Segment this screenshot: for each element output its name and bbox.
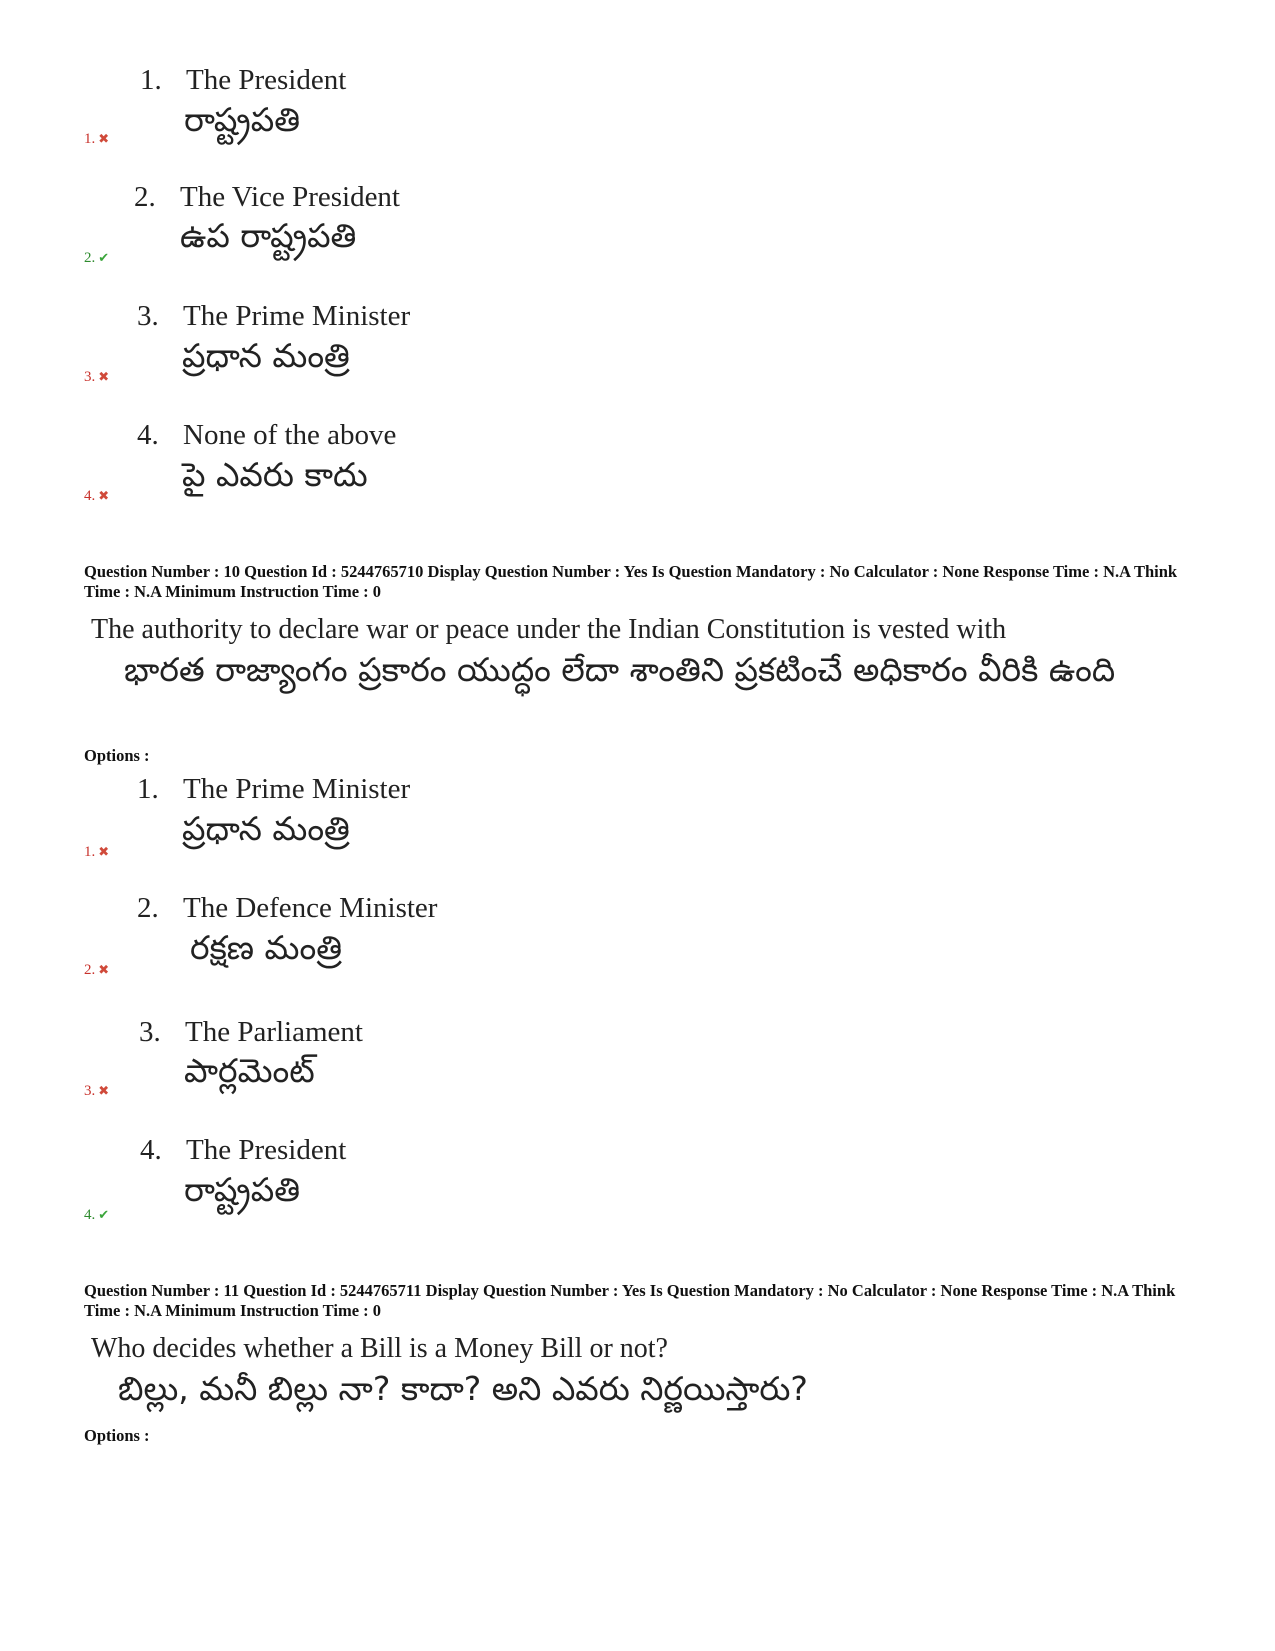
prev-option-1-telugu: రాష్ట్రపతి: [184, 100, 301, 139]
q10-option-4-marker: 4. ✔: [84, 1207, 110, 1223]
prev-option-2-telugu: ఉప రాష్ట్రపతి: [180, 216, 357, 255]
q10-option-1-marker: 1. ✖: [84, 844, 110, 860]
prev-option-4-marker: 4. ✖: [84, 488, 110, 504]
cross-icon: ✖: [98, 488, 110, 503]
question-10-text-english: The authority to declare war or peace under the Indian Constitution is vested with: [91, 614, 1007, 645]
cross-icon: ✖: [98, 844, 110, 859]
question-11-text-english: Who decides whether a Bill is a Money Bill or not?: [91, 1333, 668, 1364]
prev-option-4-english: 4. None of the above: [137, 419, 397, 451]
q10-option-2-english: 2. The Defence Minister: [137, 892, 438, 924]
cross-icon: ✖: [98, 369, 110, 384]
question-11-meta: Question Number : 11 Question Id : 5244765711 Display Question Number : Yes Is Question Mandatory : No Calculator : None Response Time : N.A Think Time : N.A Minimum Instruction Time : 0: [84, 1281, 1176, 1320]
q10-option-2-marker: 2. ✖: [84, 962, 110, 978]
q10-option-1-telugu: ప్రధాన మంత్రి: [182, 809, 350, 848]
prev-option-2-marker: 2. ✔: [84, 250, 110, 266]
q10-option-3-english: 3. The Parliament: [139, 1016, 363, 1048]
check-icon: ✔: [98, 250, 110, 265]
prev-option-3-marker: 3. ✖: [84, 369, 110, 385]
q10-option-1-english: 1. The Prime Minister: [137, 773, 411, 805]
prev-option-4-telugu: పై ఎవరు కాదు: [182, 455, 368, 494]
prev-option-1-marker: 1. ✖: [84, 131, 110, 147]
q10-option-4-english: 4. The President: [140, 1134, 347, 1166]
q10-option-3-marker: 3. ✖: [84, 1083, 110, 1099]
cross-icon: ✖: [98, 131, 110, 146]
question-11-text-telugu: బిల్లు, మనీ బిల్లు నా? కాదా? అని ఎవరు నిర్ణయిస్తారు?: [118, 1369, 808, 1408]
prev-option-1-english: 1. The President: [140, 64, 347, 96]
q10-option-3-telugu: పార్లమెంట్: [184, 1051, 315, 1090]
cross-icon: ✖: [98, 962, 110, 977]
question-10-options-label: Options :: [84, 746, 150, 765]
cross-icon: ✖: [98, 1083, 110, 1098]
check-icon: ✔: [98, 1207, 110, 1222]
question-10-meta: Question Number : 10 Question Id : 5244765710 Display Question Number : Yes Is Question Mandatory : No Calculator : None Response Time : N.A Think Time : N.A Minimum Instruction Time : 0: [84, 562, 1178, 601]
question-10-text-telugu: భారత రాజ్యాంగం ప్రకారం యుద్ధం లేదా శాంతిని ప్రకటించే అధికారం వీరికి ఉంది: [124, 650, 1116, 689]
prev-option-2-english: 2. The Vice President: [134, 181, 400, 213]
prev-option-3-telugu: ప్రధాన మంత్రి: [182, 336, 350, 375]
question-11-options-label: Options :: [84, 1426, 150, 1445]
prev-option-3-english: 3. The Prime Minister: [137, 300, 411, 332]
q10-option-4-telugu: రాష్ట్రపతి: [184, 1170, 301, 1209]
q10-option-2-telugu: రక్షణ మంత్రి: [190, 928, 342, 967]
